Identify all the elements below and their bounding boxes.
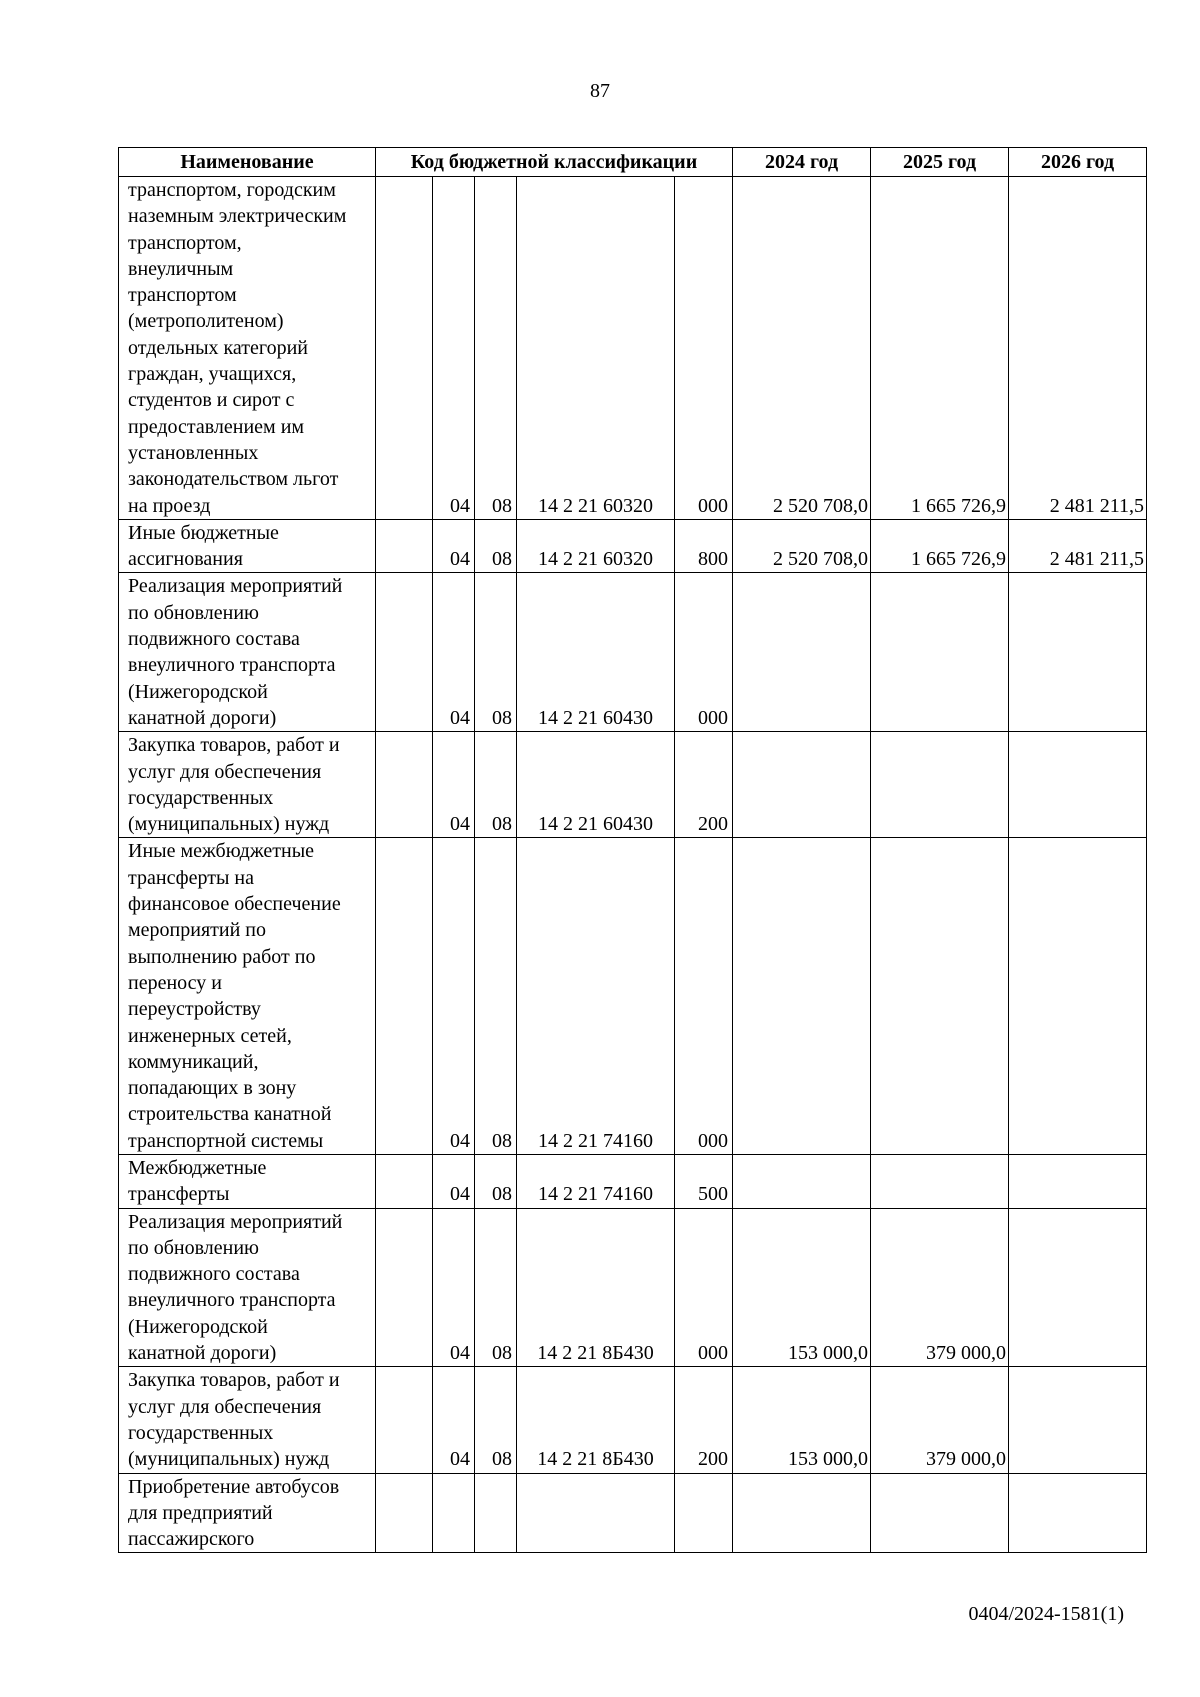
header-code: Код бюджетной классификации	[376, 148, 733, 177]
row-name: Закупка товаров, работ и услуг для обеспечения государственных (муниципальных) нужд	[119, 1367, 376, 1473]
amount-2024	[733, 732, 871, 838]
amount-2025	[871, 838, 1009, 1155]
header-2026: 2026 год	[1009, 148, 1147, 177]
amount-2025	[871, 573, 1009, 732]
amount-2026	[1009, 573, 1147, 732]
page-number: 87	[590, 80, 610, 102]
table-row	[119, 519, 1147, 573]
amount-2025	[871, 1473, 1009, 1553]
amount-2026: 2 481 211,5	[1009, 519, 1147, 573]
code-section: 04	[433, 732, 475, 838]
code-section: 04	[433, 838, 475, 1155]
code-expense-type: 000	[675, 573, 733, 732]
code-target-article	[517, 1473, 675, 1553]
row-name: Реализация мероприятий по обновлению подвижного состава внеуличного транспорта (Нижегородской канатной дороги)	[119, 573, 376, 732]
code-blank	[376, 573, 433, 732]
header-2024: 2024 год	[733, 148, 871, 177]
amount-2026	[1009, 1154, 1147, 1208]
amount-2025: 379 000,0	[871, 1208, 1009, 1367]
table-row	[119, 1154, 1147, 1208]
row-name: Иные межбюджетные трансферты на финансовое обеспечение мероприятий по выполнению работ по переносу и переустройству инженерных сетей, коммуникаций, попадающих в зону строительства канатной транспортной системы	[119, 838, 376, 1155]
table-row	[119, 1208, 1147, 1367]
table-row	[119, 573, 1147, 732]
amount-2026	[1009, 1367, 1147, 1473]
code-section	[433, 1473, 475, 1553]
table-row	[119, 1367, 1147, 1473]
code-subsection: 08	[475, 732, 517, 838]
amount-2024	[733, 838, 871, 1155]
code-section: 04	[433, 1154, 475, 1208]
table-row	[119, 177, 1147, 520]
code-expense-type: 200	[675, 1367, 733, 1473]
code-expense-type: 000	[675, 838, 733, 1155]
code-subsection: 08	[475, 177, 517, 520]
table-header-row	[119, 148, 1147, 177]
code-blank	[376, 1367, 433, 1473]
code-section: 04	[433, 1367, 475, 1473]
code-blank	[376, 732, 433, 838]
code-subsection	[475, 1473, 517, 1553]
header-2025: 2025 год	[871, 148, 1009, 177]
row-name: Иные бюджетные ассигнования	[119, 519, 376, 573]
row-name: Межбюджетные трансферты	[119, 1154, 376, 1208]
code-section: 04	[433, 177, 475, 520]
code-blank	[376, 838, 433, 1155]
header-name: Наименование	[119, 148, 376, 177]
amount-2026	[1009, 838, 1147, 1155]
code-target-article: 14 2 21 60320	[517, 177, 675, 520]
code-target-article: 14 2 21 74160	[517, 1154, 675, 1208]
code-blank	[376, 1154, 433, 1208]
table-row	[119, 732, 1147, 838]
table-row	[119, 838, 1147, 1155]
amount-2026	[1009, 1473, 1147, 1553]
code-expense-type: 200	[675, 732, 733, 838]
code-subsection: 08	[475, 573, 517, 732]
amount-2025	[871, 732, 1009, 838]
row-name: Реализация мероприятий по обновлению подвижного состава внеуличного транспорта (Нижегородской канатной дороги)	[119, 1208, 376, 1367]
code-target-article: 14 2 21 60430	[517, 573, 675, 732]
row-name: Приобретение автобусов для предприятий пассажирского	[119, 1473, 376, 1553]
amount-2025: 1 665 726,9	[871, 519, 1009, 573]
code-target-article: 14 2 21 74160	[517, 838, 675, 1155]
code-expense-type: 800	[675, 519, 733, 573]
code-subsection: 08	[475, 1208, 517, 1367]
code-subsection: 08	[475, 1367, 517, 1473]
code-target-article: 14 2 21 60320	[517, 519, 675, 573]
code-target-article: 14 2 21 8Б430	[517, 1208, 675, 1367]
amount-2026	[1009, 732, 1147, 838]
code-section: 04	[433, 519, 475, 573]
amount-2025: 379 000,0	[871, 1367, 1009, 1473]
code-expense-type: 000	[675, 177, 733, 520]
document-code: 0404/2024-1581(1)	[968, 1603, 1124, 1625]
code-expense-type	[675, 1473, 733, 1553]
code-subsection: 08	[475, 1154, 517, 1208]
code-blank	[376, 177, 433, 520]
code-target-article: 14 2 21 60430	[517, 732, 675, 838]
code-blank	[376, 519, 433, 573]
amount-2024	[733, 1473, 871, 1553]
code-blank	[376, 1208, 433, 1367]
amount-2024: 2 520 708,0	[733, 177, 871, 520]
amount-2026: 2 481 211,5	[1009, 177, 1147, 520]
amount-2024: 153 000,0	[733, 1367, 871, 1473]
code-blank	[376, 1473, 433, 1553]
budget-table	[118, 147, 1147, 1553]
code-expense-type: 000	[675, 1208, 733, 1367]
amount-2024	[733, 573, 871, 732]
row-name: Закупка товаров, работ и услуг для обеспечения государственных (муниципальных) нужд	[119, 732, 376, 838]
amount-2024: 2 520 708,0	[733, 519, 871, 573]
amount-2025: 1 665 726,9	[871, 177, 1009, 520]
table-row	[119, 1473, 1147, 1553]
code-section: 04	[433, 573, 475, 732]
code-subsection: 08	[475, 519, 517, 573]
row-name: транспортом, городским наземным электрическим транспортом, внеуличным транспортом (метрополитеном) отдельных категорий граждан, учащихся, студентов и сирот с предоставлением им установленных законодательством льгот на проезд	[119, 177, 376, 520]
amount-2024: 153 000,0	[733, 1208, 871, 1367]
amount-2025	[871, 1154, 1009, 1208]
code-section: 04	[433, 1208, 475, 1367]
code-expense-type: 500	[675, 1154, 733, 1208]
amount-2024	[733, 1154, 871, 1208]
code-target-article: 14 2 21 8Б430	[517, 1367, 675, 1473]
amount-2026	[1009, 1208, 1147, 1367]
code-subsection: 08	[475, 838, 517, 1155]
